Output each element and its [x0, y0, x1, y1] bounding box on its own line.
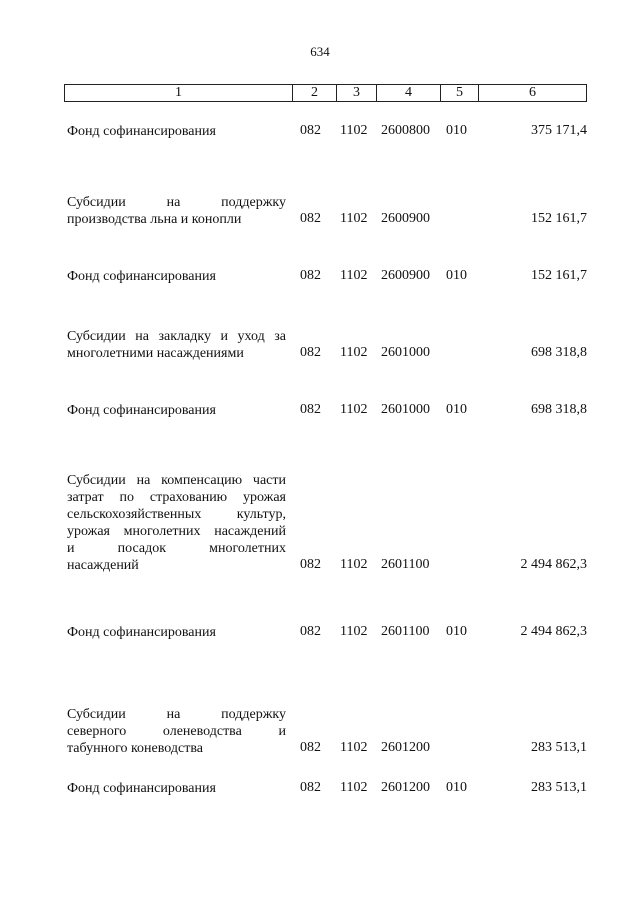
amount: 152 161,7 [531, 211, 587, 226]
row-name-line: Фонд софинансирования [67, 124, 216, 139]
column-header-4: 4 [377, 85, 441, 102]
section-code: 1102 [340, 557, 368, 572]
department-code: 082 [300, 557, 321, 572]
row-name [67, 706, 286, 757]
row-name [67, 780, 286, 797]
row-name [67, 472, 286, 574]
row-name-line: Фонд софинансирования [67, 269, 216, 284]
row-name [67, 268, 286, 285]
amount: 283 513,1 [531, 780, 587, 795]
column-header-2: 2 [293, 85, 337, 102]
section-code: 1102 [340, 740, 368, 755]
amount: 283 513,1 [531, 740, 587, 755]
row-name-line: Фонд софинансирования [67, 781, 216, 796]
column-header-6: 6 [479, 85, 587, 102]
column-header-row [65, 85, 587, 102]
row-name [67, 328, 286, 362]
amount: 698 318,8 [531, 402, 587, 417]
column-header-table [64, 84, 587, 102]
row-name [67, 194, 286, 228]
row-name [67, 624, 286, 641]
department-code: 082 [300, 345, 321, 360]
target-article-code: 2601000 [381, 402, 430, 417]
row-name-line: табунного коневодства [67, 741, 203, 756]
row-name-line: Фонд софинансирования [67, 625, 216, 640]
row-name-line: Субсидии на поддержку [67, 195, 286, 210]
row-name-line: насаждений [67, 558, 139, 573]
row-name-line: производства льна и конопли [67, 212, 242, 227]
expense-type-code: 010 [446, 624, 467, 639]
expense-type-code: 010 [446, 268, 467, 283]
expense-type-code: 010 [446, 402, 467, 417]
section-code: 1102 [340, 123, 368, 138]
expense-type-code: 010 [446, 123, 467, 138]
row-name-line: Субсидии на закладку и уход за [67, 329, 286, 344]
department-code: 082 [300, 268, 321, 283]
target-article-code: 2600900 [381, 211, 430, 226]
column-header-5: 5 [441, 85, 479, 102]
target-article-code: 2601100 [381, 557, 430, 572]
column-header-3: 3 [337, 85, 377, 102]
department-code: 082 [300, 402, 321, 417]
row-name-line: Субсидии на компенсацию части [67, 473, 286, 488]
row-name-line: многолетними насаждениями [67, 346, 244, 361]
row-name-line: урожая многолетних насаждений [67, 524, 286, 539]
target-article-code: 2601200 [381, 740, 430, 755]
section-code: 1102 [340, 345, 368, 360]
target-article-code: 2601200 [381, 780, 430, 795]
page-number: 634 [310, 44, 330, 59]
row-name [67, 123, 286, 140]
department-code: 082 [300, 740, 321, 755]
department-code: 082 [300, 211, 321, 226]
row-name-line: северного оленеводства и [67, 724, 286, 739]
row-name-line: и посадок многолетних [67, 541, 286, 556]
target-article-code: 2600900 [381, 268, 430, 283]
amount: 375 171,4 [531, 123, 587, 138]
department-code: 082 [300, 780, 321, 795]
row-name-line: Субсидии на поддержку [67, 707, 286, 722]
amount: 2 494 862,3 [520, 557, 587, 572]
target-article-code: 2601100 [381, 624, 430, 639]
row-name-line: Фонд софинансирования [67, 403, 216, 418]
section-code: 1102 [340, 402, 368, 417]
amount: 152 161,7 [531, 268, 587, 283]
column-header-1: 1 [65, 85, 293, 102]
target-article-code: 2601000 [381, 345, 430, 360]
row-name-line: затрат по страхованию урожая [67, 490, 286, 505]
department-code: 082 [300, 123, 321, 138]
target-article-code: 2600800 [381, 123, 430, 138]
row-name [67, 402, 286, 419]
row-name-line: сельскохозяйственных культур, [67, 507, 286, 522]
section-code: 1102 [340, 780, 368, 795]
amount: 698 318,8 [531, 345, 587, 360]
department-code: 082 [300, 624, 321, 639]
section-code: 1102 [340, 268, 368, 283]
section-code: 1102 [340, 624, 368, 639]
section-code: 1102 [340, 211, 368, 226]
amount: 2 494 862,3 [520, 624, 587, 639]
expense-type-code: 010 [446, 780, 467, 795]
